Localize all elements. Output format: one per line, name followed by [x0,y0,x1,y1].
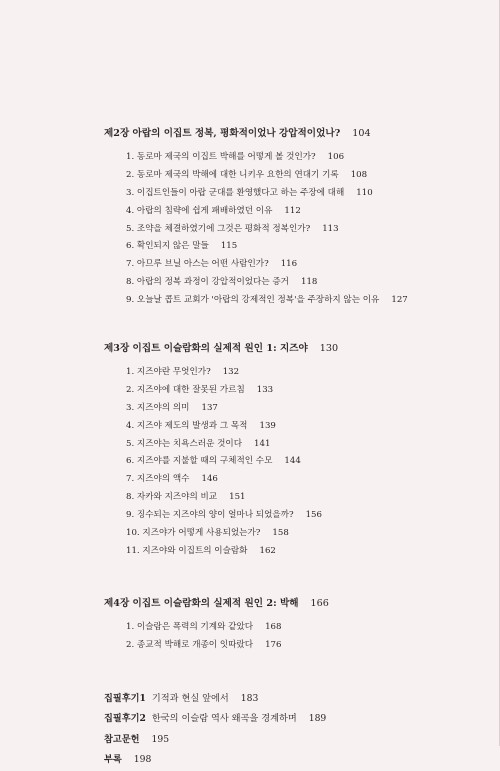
chapter-page-number: 104 [352,128,371,139]
section-entry [126,221,494,239]
back-matter-entry [104,709,494,730]
section-title: 9. 징수되는 지즈야의 양이 얼마나 되었을까? [126,510,294,521]
section-entry [126,637,494,655]
section-page-number: 137 [201,402,218,413]
section-page-number: 127 [391,295,408,306]
section-page-number: 116 [280,259,298,270]
section-page-number: 176 [265,639,282,650]
section-page-number: 158 [272,528,289,539]
chapter-2 [104,127,494,310]
section-page-number: 168 [265,621,282,632]
back-matter-entry [104,750,494,771]
section-entry [126,418,494,436]
section-entry [126,292,494,310]
section-title: 2. 동로마 제국의 박해에 대한 니키우 요한의 연대기 기록 [126,169,339,180]
section-entry [126,400,494,418]
section-title: 8. 자카와 지즈야의 비교 [126,492,218,503]
section-title: 7. 아므루 브닐 아스는 어떤 사람인가? [126,259,269,270]
section-entry [126,453,494,471]
section-title: 4. 지즈야 제도의 발생과 그 목적 [126,420,248,431]
section-entry [126,507,494,525]
back-matter-page-number: 189 [308,713,327,725]
section-page-number: 113 [322,223,339,234]
section-entry [126,471,494,489]
section-entry [126,382,494,400]
back-matter-page-number: 195 [151,733,170,745]
back-matter-label: 참고문헌 [104,733,140,745]
chapter-3 [104,342,494,561]
back-matter [104,689,494,771]
section-list [126,364,494,561]
section-title: 5. 지즈야는 치욕스러운 것이다 [126,438,243,449]
section-page-number: 118 [301,277,318,288]
section-page-number: 106 [327,152,345,162]
section-title: 2. 종교적 박해로 개종이 잇따랐다 [126,639,254,650]
section-entry [126,619,494,637]
chapter-heading [104,597,494,611]
section-title: 3. 이집트인들이 아랍 군대를 환영했다고 하는 주장에 대해 [126,187,345,198]
section-title: 6. 확인되지 않은 말들 [126,241,209,252]
chapter-title: 제3장 이집트 이슬람화의 실제적 원인 1: 지즈야 [104,343,308,355]
back-matter-title: 한국의 이슬람 역사 왜곡을 경계하며 [151,713,297,725]
chapter-title: 제2장 아랍의 이집트 정복, 평화적이었나 강압적이었나? [104,128,341,139]
back-matter-label: 집필후기2 [104,713,146,725]
section-list [126,149,494,310]
section-title: 4. 아랍의 침략에 쉽게 패배하였던 이유 [126,205,273,216]
chapter-page-number: 130 [319,343,339,355]
section-page-number: 141 [254,438,271,449]
chapter-heading [104,342,494,356]
chapter-page-number: 166 [310,597,329,609]
section-entry [126,185,494,203]
section-page-number: 133 [256,384,274,395]
section-entry [126,543,494,561]
section-page-number: 151 [229,492,246,503]
section-page-number: 112 [284,205,301,216]
section-page-number: 108 [350,169,368,180]
section-page-number: 146 [201,474,218,485]
section-page-number: 144 [284,456,301,467]
section-title: 10. 지즈야가 어떻게 사용되었는가? [126,528,261,539]
section-page-number: 156 [305,510,322,521]
section-page-number: 132 [222,367,240,378]
back-matter-page-number: 183 [240,692,259,704]
chapter-title: 제4장 이집트 이슬람화의 실제적 원인 2: 박해 [104,597,299,609]
section-page-number: 162 [259,545,276,556]
section-page-number: 139 [259,420,276,431]
section-entry [126,436,494,454]
section-title: 1. 동로마 제국의 이집트 박해를 어떻게 볼 것인가? [126,152,316,162]
section-title: 1. 이슬람은 폭력의 기계와 같았다 [126,621,254,632]
back-matter-entry [104,689,494,710]
back-matter-label: 부록 [104,754,122,766]
section-title: 9. 오늘날 콥트 교회가 '아랍의 강제적인 정복'을 주장하지 않는 이유 [126,295,380,306]
section-page-number: 110 [356,187,373,198]
section-entry [126,203,494,221]
back-matter-page-number: 198 [133,754,152,766]
chapter-4 [104,597,494,655]
section-entry [126,489,494,507]
section-title: 3. 지즈야의 의미 [126,402,190,413]
section-title: 1. 지즈야란 무엇인가? [126,367,211,378]
chapter-heading [104,127,494,141]
section-list [126,619,494,655]
section-entry [126,256,494,274]
section-entry [126,274,494,292]
section-title: 6. 지즈야를 지불할 때의 구체적인 수모 [126,456,273,467]
section-entry [126,238,494,256]
section-entry [126,167,494,185]
back-matter-label: 집필후기1 [104,692,146,704]
section-title: 7. 지즈야의 액수 [126,474,190,485]
section-title: 5. 조약을 체결하였기에 그것은 평화적 정복인가? [126,223,311,234]
section-entry [126,364,494,382]
section-page-number: 115 [220,241,238,252]
section-entry [126,149,494,167]
back-matter-title: 기적과 현실 앞에서 [151,692,229,704]
section-entry [126,525,494,543]
section-title: 2. 지즈야에 대한 잘못된 가르침 [126,384,245,395]
section-title: 11. 지즈야와 이집트의 이슬람화 [126,545,248,556]
section-title: 8. 아랍의 정복 과정이 강압적이었다는 증거 [126,277,289,288]
table-of-contents [104,127,494,771]
back-matter-entry [104,730,494,751]
